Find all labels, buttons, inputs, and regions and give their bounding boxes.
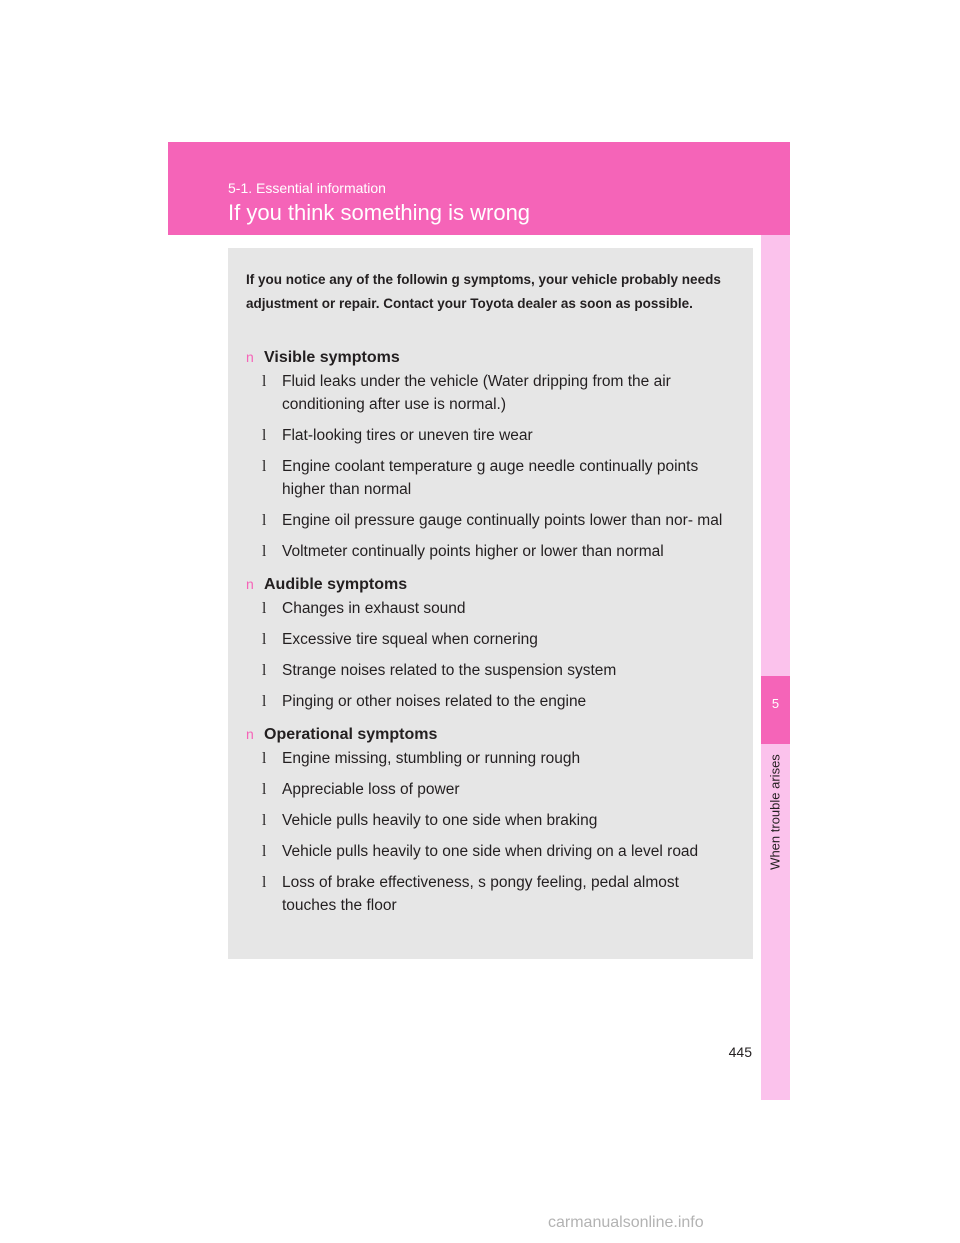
- symptom-groups: [246, 344, 736, 925]
- item-bullet-icon: l: [262, 812, 267, 829]
- item-bullet-icon: l: [262, 373, 267, 390]
- group-heading-text: Visible symptoms: [264, 349, 400, 366]
- symptom-group: [246, 721, 736, 917]
- list-item-text: Strange noises related to the suspension system: [282, 662, 617, 679]
- group-bullet-icon: n: [246, 576, 254, 592]
- item-bullet-icon: l: [262, 543, 267, 560]
- list-item: [262, 424, 736, 447]
- symptom-group: [246, 344, 736, 563]
- watermark[interactable]: carmanualsonline.info: [548, 1214, 704, 1231]
- list-item-text: Voltmeter continually points higher or lower than normal: [282, 543, 664, 560]
- list-item: [262, 840, 736, 863]
- item-bullet-icon: l: [262, 843, 267, 860]
- list-item-text: Pinging or other noises related to the engine: [282, 693, 587, 710]
- group-heading: [246, 721, 736, 747]
- list-item: [262, 540, 736, 563]
- group-heading: [246, 344, 736, 370]
- list-item: [262, 370, 736, 416]
- list-item-text: Engine coolant temperature g auge needle continually points higher than normal: [282, 458, 699, 498]
- section-label: 5-1. Essential information: [228, 180, 386, 196]
- list-item-text: Changes in exhaust sound: [282, 600, 466, 617]
- list-item-text: Fluid leaks under the vehicle (Water dripping from the air conditioning after use is normal.): [282, 373, 671, 413]
- item-bullet-icon: l: [262, 427, 267, 444]
- item-bullet-icon: l: [262, 874, 267, 891]
- item-bullet-icon: l: [262, 750, 267, 767]
- list-item-text: Appreciable loss of power: [282, 781, 460, 798]
- group-heading-text: Audible symptoms: [264, 576, 408, 593]
- list-item-text: Excessive tire squeal when cornering: [282, 631, 538, 648]
- list-item: [262, 871, 736, 917]
- list-item: [262, 509, 736, 532]
- item-bullet-icon: l: [262, 693, 267, 710]
- group-heading-text: Operational symptoms: [264, 726, 438, 743]
- item-bullet-icon: l: [262, 781, 267, 798]
- page-number: 445: [728, 1044, 752, 1060]
- group-bullet-icon: n: [246, 726, 254, 742]
- list-item: [262, 809, 736, 832]
- list-item: [262, 597, 736, 620]
- chapter-name: When trouble arises: [767, 754, 783, 870]
- item-bullet-icon: l: [262, 631, 267, 648]
- list-item-text: Loss of brake effectiveness, s pongy feeling, pedal almost touches the floor: [282, 874, 679, 914]
- chapter-side-tab[interactable]: [761, 235, 790, 1100]
- list-item-text: Flat-looking tires or uneven tire wear: [282, 427, 533, 444]
- list-item-text: Engine missing, stumbling or running rough: [282, 750, 581, 767]
- intro-paragraph: If you notice any of the followin g symptoms, your vehicle probably needs adjustment or repair. Contact your Toyota dealer as soon as possible.: [246, 272, 721, 311]
- list-item-text: Vehicle pulls heavily to one side when braking: [282, 812, 598, 829]
- page-title: If you think something is wrong: [228, 200, 531, 225]
- item-bullet-icon: l: [262, 512, 267, 529]
- group-heading: [246, 571, 736, 597]
- list-item: [262, 747, 736, 770]
- chapter-number: 5: [771, 696, 780, 711]
- list-item: [262, 690, 736, 713]
- list-item: [262, 628, 736, 651]
- group-bullet-icon: n: [246, 349, 254, 365]
- list-item: [262, 659, 736, 682]
- list-item-text: Vehicle pulls heavily to one side when driving on a level road: [282, 843, 699, 860]
- list-item-text: Engine oil pressure gauge continually points lower than nor- mal: [282, 512, 723, 529]
- list-item: [262, 455, 736, 501]
- item-bullet-icon: l: [262, 662, 267, 679]
- item-bullet-icon: l: [262, 458, 267, 475]
- list-item: [262, 778, 736, 801]
- symptom-group: [246, 571, 736, 713]
- item-bullet-icon: l: [262, 600, 267, 617]
